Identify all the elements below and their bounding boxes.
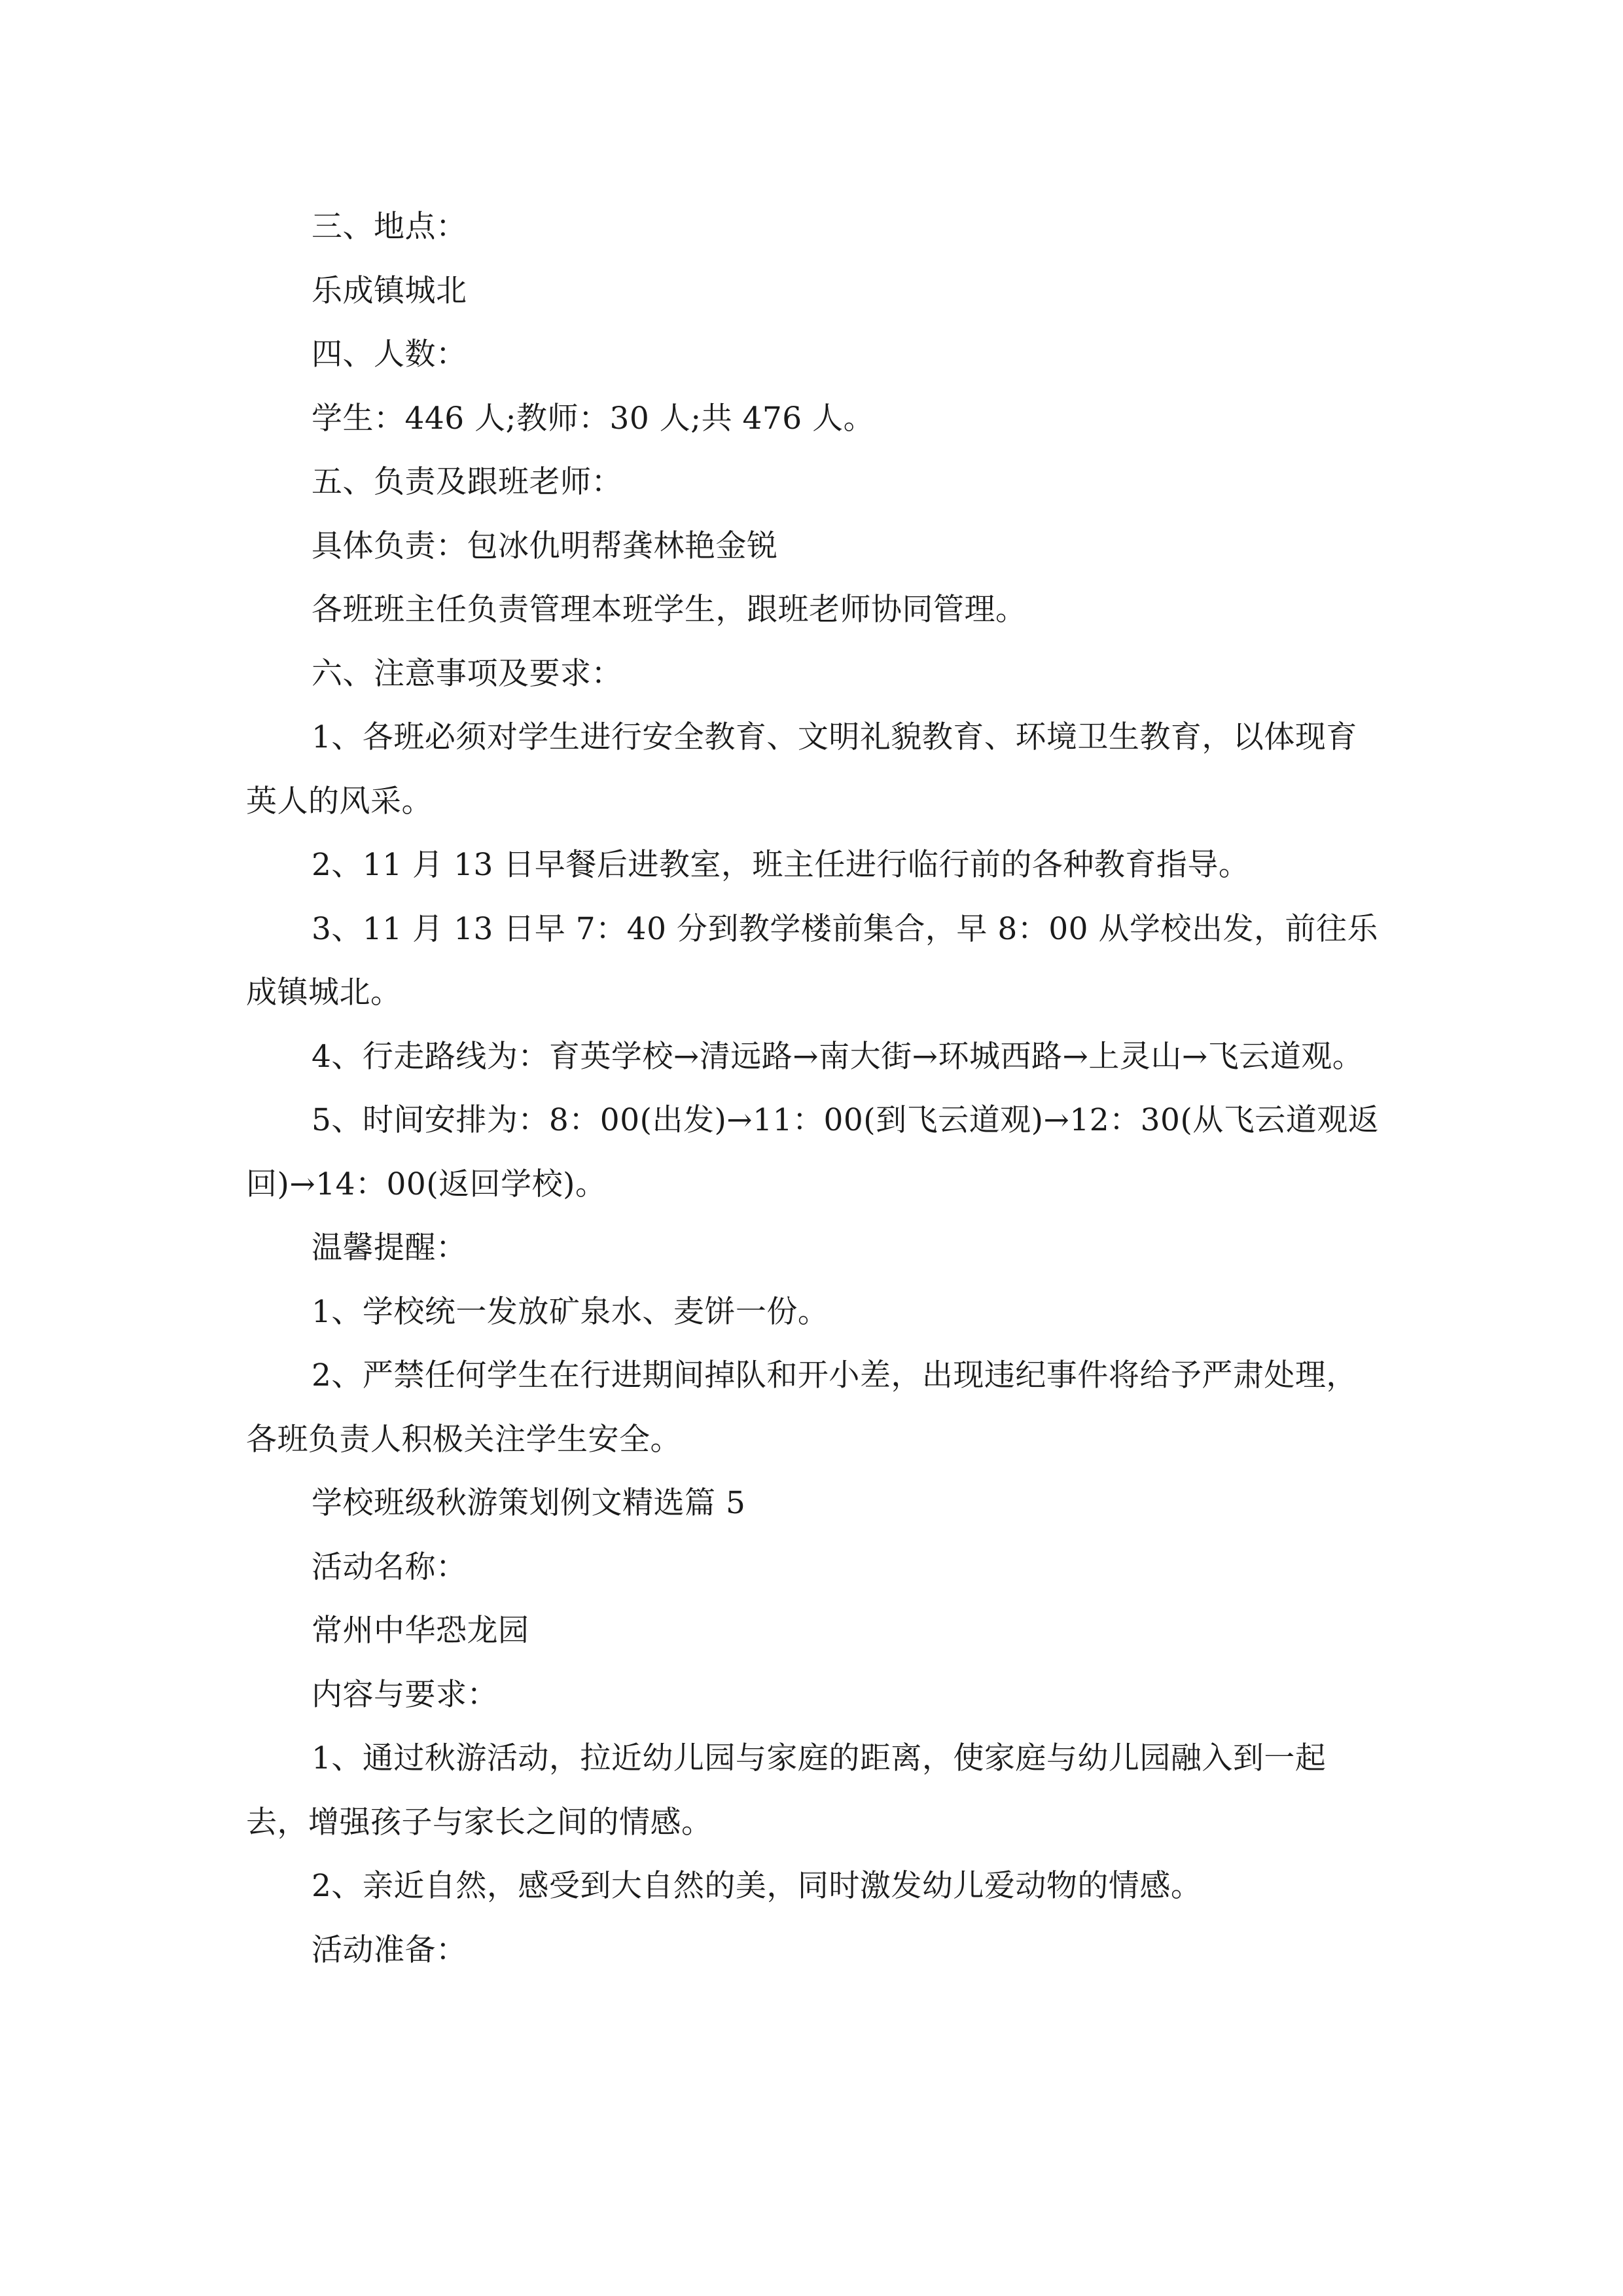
document-body bbox=[246, 195, 1381, 1982]
activity-name-text: 常州中华恐龙园 bbox=[312, 1613, 529, 1649]
heading-responsible-teachers: 五、负责及跟班老师： bbox=[312, 464, 622, 500]
heading-activity-preparation: 活动准备： bbox=[312, 1931, 467, 1968]
requirement-item-1: 1、各班必须对学生进行安全教育、文明礼貌教育、环境卫生教育，以体现育英人的风采。 bbox=[246, 719, 1357, 819]
requirement-item-5: 5、时间安排为：8：00(出发)→11：00(到飞云道观)→12：30(从飞云道观返回)→14：00(返回学校)。 bbox=[246, 1102, 1380, 1202]
heading-headcount: 四、人数： bbox=[312, 336, 467, 372]
headcount-text: 学生：446 人;教师：30 人;共 476 人。 bbox=[312, 400, 875, 437]
location-text: 乐成镇城北 bbox=[312, 272, 467, 309]
section-title-chapter-5: 学校班级秋游策划例文精选篇 5 bbox=[312, 1485, 746, 1521]
heading-activity-name: 活动名称： bbox=[312, 1549, 467, 1585]
reminder-item-2: 2、严禁任何学生在行进期间掉队和开小差，出现违纪事件将给予严肃处理，各班负责人积极关注学生安全。 bbox=[246, 1357, 1357, 1458]
responsible-persons-text: 具体负责：包冰仇明帮龚林艳金锐 bbox=[312, 528, 778, 564]
management-text: 各班班主任负责管理本班学生，跟班老师协同管理。 bbox=[312, 592, 1027, 628]
requirement-item-4: 4、行走路线为：育英学校→清远路→南大街→环城西路→上灵山→飞云道观。 bbox=[312, 1038, 1364, 1075]
requirement-item-2: 2、11 月 13 日早餐后进教室，班主任进行临行前的各种教育指导。 bbox=[312, 847, 1250, 883]
content-item-1: 1、通过秋游活动，拉近幼儿园与家庭的距离，使家庭与幼儿园融入到一起去，增强孩子与家长之间的情感。 bbox=[246, 1740, 1327, 1840]
content-item-2: 2、亲近自然，感受到大自然的美，同时激发幼儿爱动物的情感。 bbox=[312, 1868, 1202, 1904]
heading-location: 三、地点： bbox=[312, 209, 467, 245]
heading-notes-requirements: 六、注意事项及要求： bbox=[312, 655, 622, 692]
heading-reminder: 温馨提醒： bbox=[312, 1230, 467, 1266]
heading-content-requirements: 内容与要求： bbox=[312, 1676, 498, 1713]
reminder-item-1: 1、学校统一发放矿泉水、麦饼一份。 bbox=[312, 1293, 829, 1330]
requirement-item-3: 3、11 月 13 日早 7：40 分到教学楼前集合，早 8：00 从学校出发，前往乐成镇城北。 bbox=[246, 910, 1379, 1011]
